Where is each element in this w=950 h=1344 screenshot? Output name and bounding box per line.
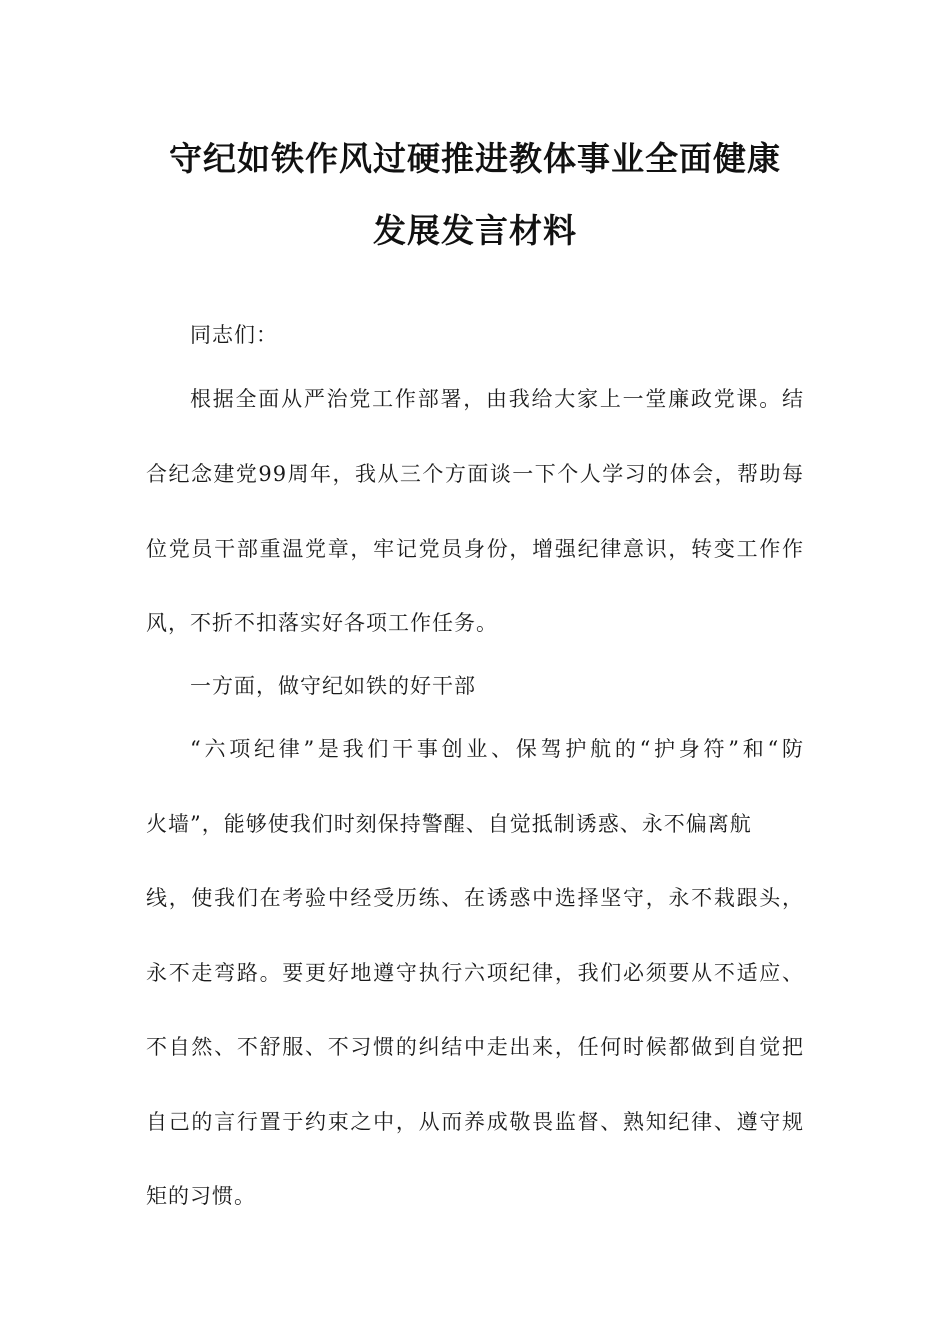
paragraph-2-line-6: 自己的言行置于约束之中，从而养成敬畏监督、熟知纪律、遵守规 [146, 1110, 804, 1134]
paragraph-1-line-1: 根据全面从严治党工作部署，由我给大家上一堂廉政党课。结 [190, 387, 804, 411]
paragraph-1-line-2: 合纪念建党99周年，我从三个方面谈一下个人学习的体会，帮助每 [146, 462, 804, 486]
document-title-line-1: 守纪如铁作风过硬推进教体事业全面健康 [169, 139, 781, 178]
paragraph-2-line-7: 矩的习惯。 [146, 1184, 256, 1208]
salutation: 同志们： [190, 323, 278, 347]
document-title-line-2: 发展发言材料 [373, 211, 577, 250]
paragraph-1-line-4: 风，不折不扣落实好各项工作任务。 [146, 611, 498, 635]
paragraph-1-line-3: 位党员干部重温党章，牢记党员身份，增强纪律意识，转变工作作 [146, 537, 804, 561]
paragraph-2-line-2: 火墙”，能够使我们时刻保持警醒、自觉抵制诱惑、永不偏离航 [146, 812, 752, 836]
paragraph-2-line-4: 永不走弯路。要更好地遵守执行六项纪律，我们必须要从不适应、 [146, 961, 804, 985]
paragraph-2-line-5: 不自然、不舒服、不习惯的纠结中走出来，任何时候都做到自觉把 [146, 1035, 804, 1059]
paragraph-2-line-1: “六项纪律”是我们干事创业、保驾护航的“护身符”和“防 [190, 737, 804, 761]
paragraph-2-line-3: 线，使我们在考验中经受历练、在诱惑中选择坚守，永不栽跟头， [146, 886, 804, 910]
section-heading: 一方面，做守纪如铁的好干部 [190, 674, 476, 698]
